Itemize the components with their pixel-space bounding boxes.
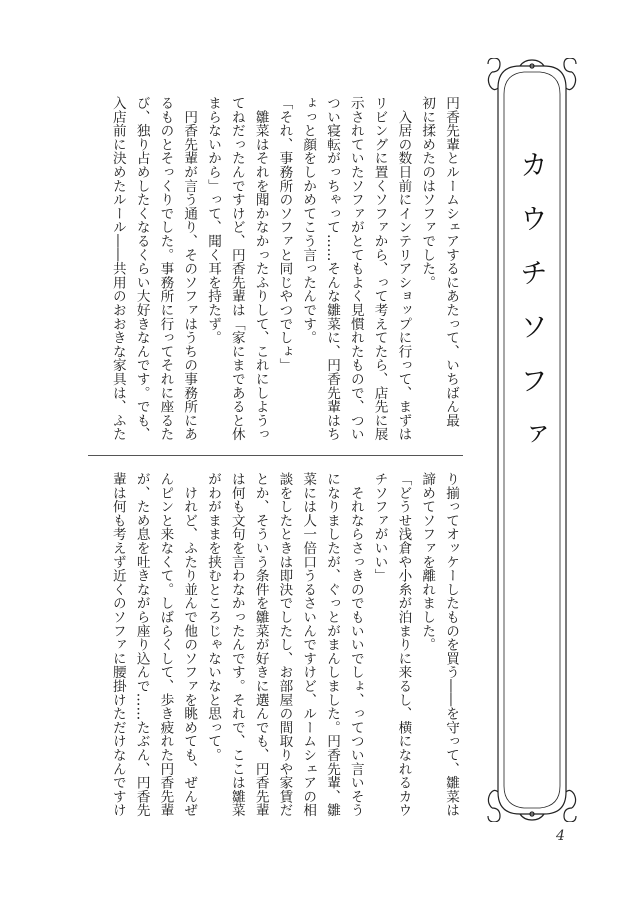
text-line: まらないから」って、聞く耳を持たず。 (205, 96, 222, 345)
text-line: が、ため息を吐きながら座り込んで……たぶん、円香先 (133, 472, 150, 817)
chapter-title (482, 150, 582, 710)
chapter-title-text: カウチソファ (516, 150, 549, 474)
text-line: 諦めてソファを離れました。 (419, 472, 436, 652)
text-line: つい寝転がっちゃって……そんな雛菜に、円香先輩はち (324, 96, 341, 441)
text-line: とか、そういう条件を雛菜が好きに選んでも、円香先輩 (252, 472, 269, 817)
text-line: チソファがいい」 (371, 472, 388, 583)
text-line: 円香先輩とルームシェアするにあたって、いちばん最 (443, 96, 459, 428)
text-line: けれど、ふたり並んで他のソファを眺めても、ぜんぜ (181, 472, 198, 817)
text-line: てねだったんですけど、円香先輩は「家にまであると休 (228, 96, 245, 441)
text-line: 菜には人一倍口うるさいんですけど、ルームシェアの相 (300, 472, 317, 817)
text-line: 輩は何も考えず近くのソファに腰掛けただけなんですけ (109, 472, 126, 817)
body-text-upper (105, 96, 462, 441)
text-line: び、独り占めしたくなるくらい大好きなんです。でも、 (133, 96, 150, 441)
text-line: になりましたが、ぐっとがまんしました。円香先輩、雛 (324, 472, 341, 817)
text-line: るものとそっくりでした。事務所に行ってそれに座るた (157, 96, 174, 441)
text-line: 初に揉めたのはソファでした。 (419, 96, 436, 290)
text-line: り揃ってオッケーしたものを買う――を守って、雛菜は (443, 472, 459, 817)
section-divider (88, 455, 463, 456)
text-line: がわがままを挟むところじゃないなと思って。 (205, 472, 222, 762)
body-text-lower (105, 472, 462, 817)
text-line: 示されていたソファがとてもよく見慣れたもので、つい (347, 96, 364, 441)
text-line: 入店前に決めたルール――共用のおおきな家具は、ふた (109, 96, 126, 441)
text-line: 円香先輩が言う通り、そのソファはうちの事務所にあ (181, 96, 198, 441)
text-line: 「それ、事務所のソファと同じやつでしょ」 (276, 96, 293, 372)
text-line: ょっと顔をしかめてこう言ったんです。 (300, 96, 317, 345)
text-line: 雛菜はそれを聞かなかったふりして、これにしようっ (252, 96, 269, 441)
page-number: 4 (556, 828, 565, 844)
text-line: 入居の数日前にインテリアショップに行って、まずは (395, 96, 412, 441)
text-line: んピンと来なくて。しばらくして、歩き疲れた円香先輩 (157, 472, 174, 817)
text-line: 「どうせ浅倉や小糸が泊まりに来るし、横になれるカウ (395, 472, 412, 817)
text-line: 談をしたときは即決でしたし、お部屋の間取りや家賃だ (276, 472, 293, 817)
text-line: は何も文句を言わなかったんです。それで、ここは雛菜 (228, 472, 245, 817)
text-line: それならさっきのでもいいでしょ、ってつい言いそう (347, 472, 364, 817)
text-line: リビングに置くソファから、って考えてたら、店先に展 (371, 96, 388, 441)
